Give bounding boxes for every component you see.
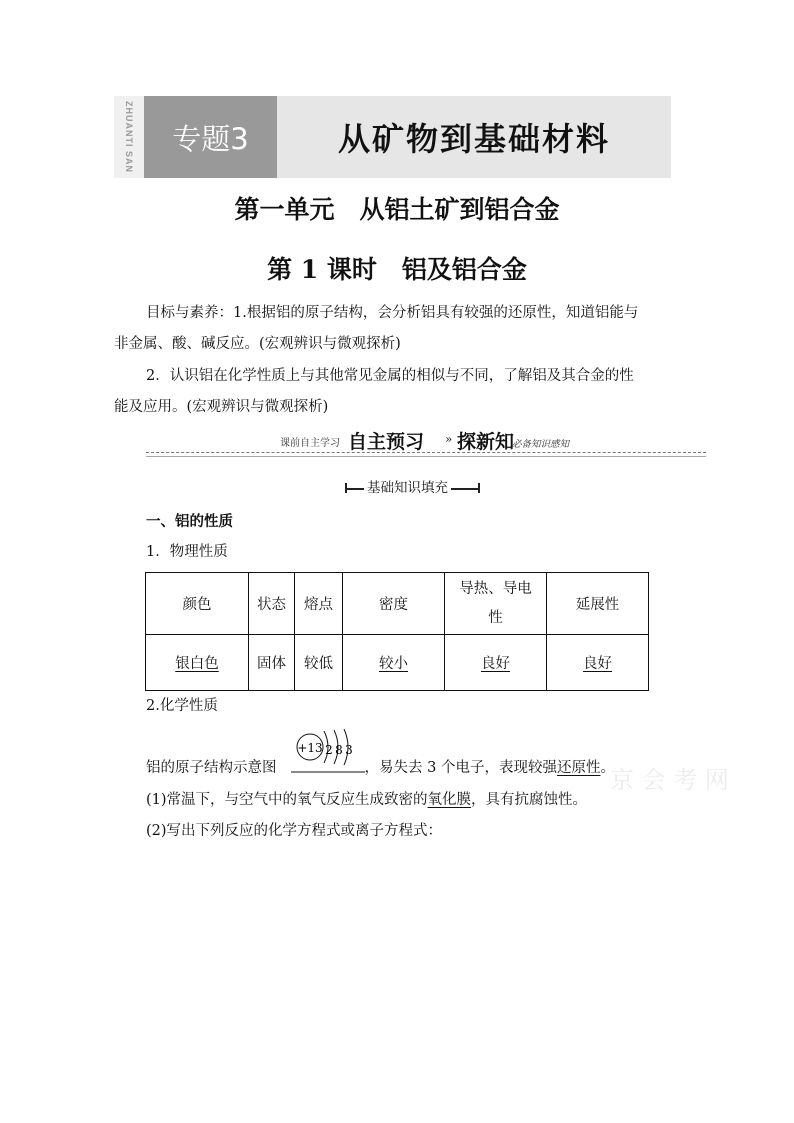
table-header-cell [445, 573, 547, 635]
double-chevron-icon: » [445, 432, 453, 446]
table-cell [146, 635, 249, 691]
reaction-oxygen-line [146, 788, 587, 809]
table-cell [445, 635, 547, 691]
table-row [146, 635, 649, 691]
section-tag-cap-left [345, 483, 350, 493]
table-cell-answer: 良好 [583, 656, 612, 672]
table-header-row [146, 573, 649, 635]
table-header-cell: 延展性 [547, 573, 649, 635]
physical-properties-table [145, 572, 649, 691]
table-header-cell: 状态 [249, 573, 295, 635]
goal-1-line-2: 非金属、酸、碱反应。(宏观辨识与微观探析) [114, 336, 401, 352]
table-header-cell: 颜色 [146, 573, 249, 635]
chapter-title: 从矿物到基础材料 [337, 120, 610, 158]
table-cell: 较低 [295, 635, 343, 691]
banner-side-text: ZHUANTI SAN [124, 101, 134, 173]
subsection-physical-title: 1．物理性质 [146, 544, 228, 560]
preview-main-title: 自主预习 [348, 431, 425, 453]
table-cell-answer: 较小 [379, 656, 408, 672]
table-cell [343, 635, 445, 691]
table-cell [547, 635, 649, 691]
table-cell-answer: 银白色 [175, 656, 219, 672]
subsection-chemical-title: 2.化学性质 [146, 698, 218, 714]
table-header-cell-text: 导热、导电性 [459, 580, 532, 626]
preview-header-bar [146, 428, 706, 454]
nucleus-charge: +13 [297, 741, 323, 755]
preview-main-title-2: 探新知 [457, 431, 515, 453]
preview-left-caption: 课前自主学习 [280, 438, 340, 449]
preview-solid-rule [146, 456, 706, 457]
atom-line-suffix: 。 [600, 760, 615, 776]
goal-2-line-2: 能及应用。(宏观辨识与微观探析) [114, 399, 329, 415]
shell-electron-count: 2 [325, 743, 333, 757]
shell-electron-count: 8 [335, 743, 343, 757]
section-tag-label: 基础知识填充 [364, 476, 451, 496]
goal-2-line-1: 2．认识铝在化学性质上与其他常见金属的相似与不同，了解铝及其合金的性 [146, 368, 634, 384]
table-cell: 固体 [249, 635, 295, 691]
table-header-cell: 熔点 [295, 573, 343, 635]
table-cell-answer: 良好 [481, 656, 510, 672]
p1-prefix: (1)常温下，与空气中的氧气反应生成致密的 [146, 792, 428, 808]
topic-label-box [144, 96, 277, 178]
atom-line-middle: ，易失去 3 个电子，表现较强 [364, 760, 557, 776]
preview-right-caption: 必备知识感知 [512, 439, 570, 450]
atom-line-answer: 还原性 [556, 760, 601, 776]
preview-dashed-rule [146, 452, 706, 453]
reaction-equations-prompt: (2)写出下列反应的化学方程式或离子方程式： [146, 823, 443, 839]
section-tag-cap-right [475, 483, 480, 493]
p1-answer: 氧化膜 [427, 792, 472, 808]
shell-electron-count: 3 [345, 743, 353, 757]
banner-side-strip [114, 96, 144, 178]
atom-line-prefix: 铝的原子结构示意图 [146, 760, 277, 776]
watermark: 京 会 考 网 [610, 766, 729, 794]
p1-suffix: ，具有抗腐蚀性。 [471, 792, 588, 808]
atom-structure-line [146, 756, 615, 777]
unit-title: 第一单元 从铝土矿到铝合金 [234, 195, 560, 224]
section-1-title: 一、铝的性质 [146, 513, 233, 530]
section-tag [345, 476, 480, 496]
topic-label: 专题3 [172, 121, 249, 156]
table-header-cell: 密度 [343, 573, 445, 635]
lesson-title: 第 1 课时 铝及铝合金 [267, 255, 527, 284]
goal-1-line-1: 目标与素养：1.根据铝的原子结构，会分析铝具有较强的还原性，知道铝能与 [146, 305, 639, 321]
